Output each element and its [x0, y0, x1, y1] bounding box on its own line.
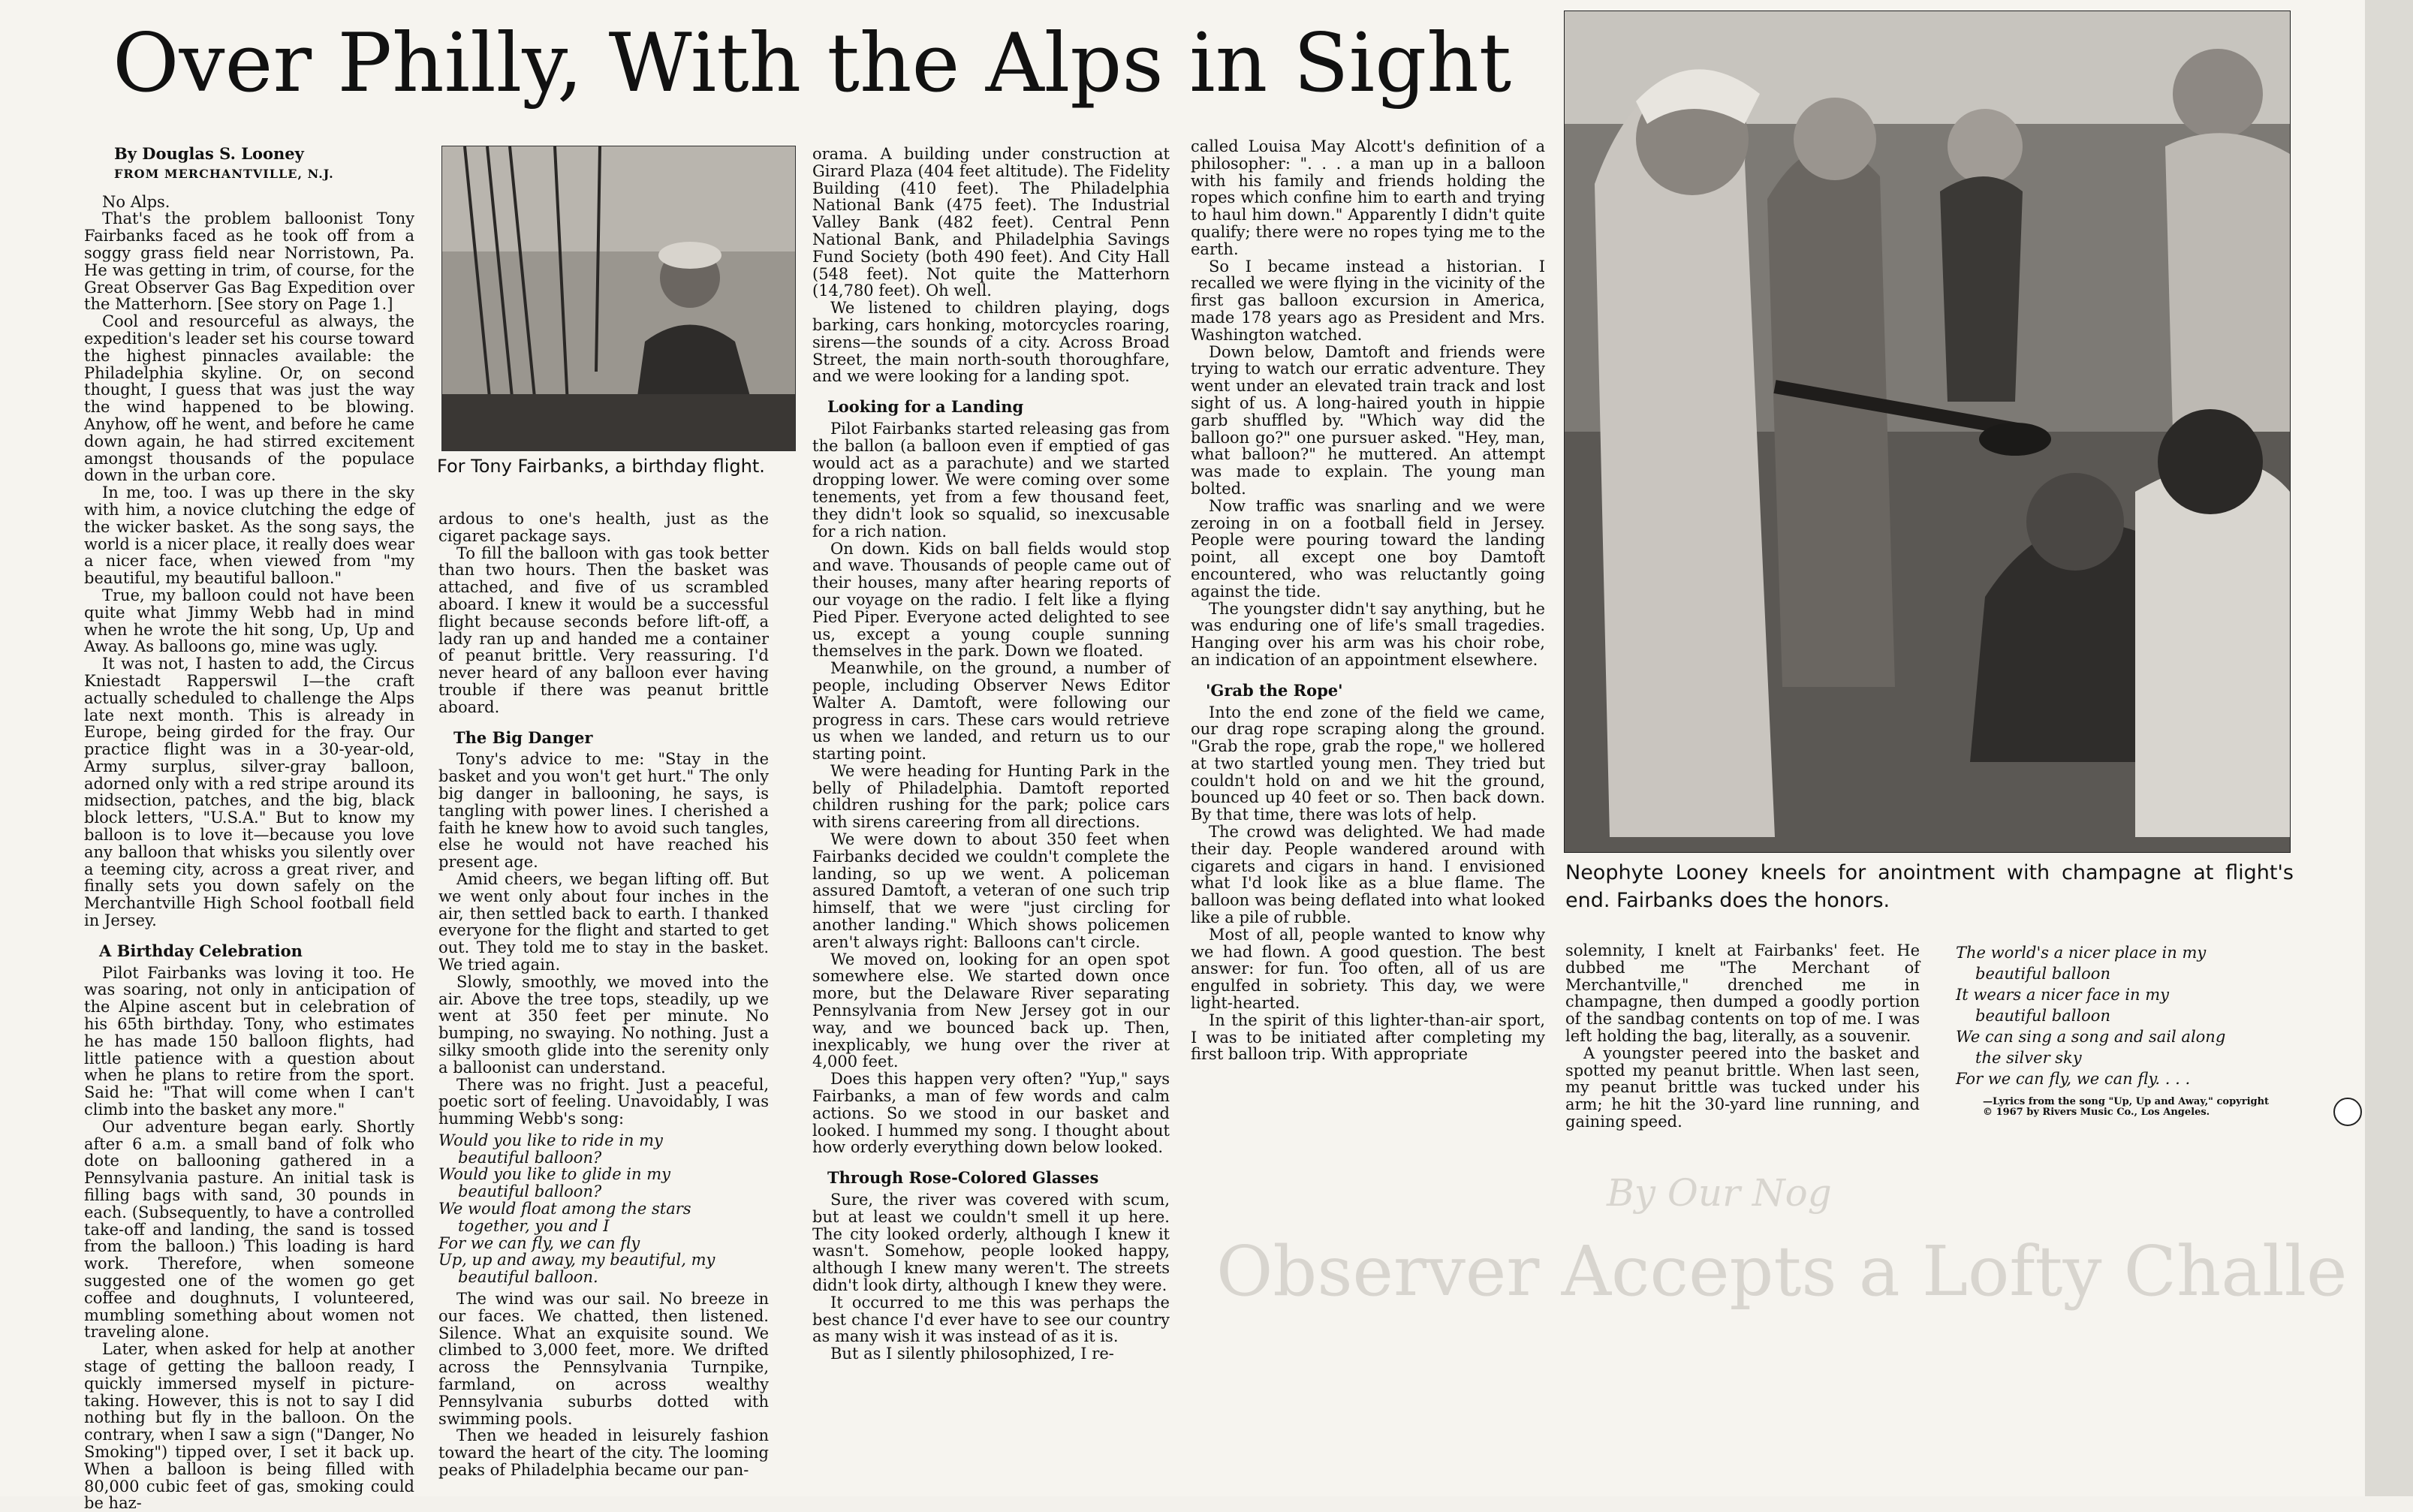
bleed-kicker: By Our Nog: [1607, 1171, 1832, 1215]
scan-margin: [2365, 0, 2413, 1496]
paragraph: Now traffic was snarling and we were zeroing in on a football field in Jersey. People were pouring toward the landing point, all except one boy Damtoft encountered, who was reluctantly going against the tide.: [1191, 496, 1545, 601]
lyrics-box: [1956, 942, 2271, 1118]
verse-line: beautiful balloon?: [458, 1148, 602, 1167]
lyric-line: The world's a nicer place in my: [1956, 944, 2207, 962]
verse-line: beautiful balloon?: [458, 1182, 602, 1201]
paragraph: It was not, I hasten to add, the Circus Kniestadt Rapperswil I—the craft actually scheduled to challenge the Alps late next month. This is already in Europe, being girded for the fray. Our practice flight was in a 30-year-old, Army surplus, silver-gray balloon, adorned only with a red stripe around its midsection, patches, and the big, black block letters, "U.S.A." But to know my balloon is to love it—because you love any balloon that whisks you silently over a teeming city, across a great river, and finally sets you down safely on the Merchantville High School football field in Jersey.: [84, 655, 414, 930]
paragraph: A youngster peered into the basket and spotted my peanut brittle. When last seen, my peanut brittle was tucked under his arm; he hit the 30-yard line running, and gaining speed.: [1565, 1044, 1920, 1131]
column-2: [438, 511, 769, 1479]
photo-champagne-anointment: [1564, 11, 2291, 853]
column-3: [812, 146, 1170, 1363]
verse-line: Would you like to ride in my: [438, 1131, 663, 1149]
paragraph: orama. A building under construction at Girard Plaza (404 feet altitude). The Fidelity Building (410 feet). The Philadelphia National Bank (475 feet). The Industrial Valley Bank (482 feet). Central Penn National Bank, and Philadelphia Savings Fund Society (both 490 feet). And City Hall (548 feet). Not quite the Matterhorn (14,780 feet). Oh well.: [812, 145, 1170, 300]
paragraph: So I became instead a historian. I recalled we were flying in the vicinity of the first gas balloon excursion in America, made 178 years ago as President and Mrs. Washington watched.: [1191, 257, 1545, 344]
paragraph: Slowly, smoothly, we moved into the air. Above the tree tops, steadily, up we went at 350 feet per minute. No bumping, no swaying. No nothing. Just a silky smooth glide into the serenity only a balloonist can understand.: [438, 972, 769, 1077]
subhead: Through Rose-Colored Glasses: [827, 1168, 1099, 1188]
subhead: The Big Danger: [453, 727, 593, 747]
subhead: Looking for a Landing: [827, 397, 1024, 417]
paragraph: The crowd was delighted. We had made their day. People wandered around with cigarets and cigars in hand. I envisioned what I'd look like as a blue flame. The balloon was being deflated into what looked like a pile of rubble.: [1191, 823, 1545, 927]
paragraph: We were down to about 350 feet when Fairbanks decided we couldn't complete the landing, so up we went. A policeman assured Damtoft, a veteran of one such trip himself, that we were "just circling for another landing." Which shows policemen aren't always right: Balloons can't circle.: [812, 830, 1170, 951]
balloon-basket-photo: [442, 146, 795, 450]
paragraph: That's the problem balloonist Tony Fairbanks faced as he took off from a soggy grass field near Norristown, Pa. He was getting in trim, of course, for the Great Observer Gas Bag Expedition over the Matterhorn. [See story on Page 1.]: [84, 209, 414, 314]
paragraph: We moved on, looking for an open spot somewhere else. We started down once more, but the Delaware River separating Pennsylvania from New Jersey got in our way, and we bounced back up. Then, inexplicably, we hung over the river at 4,000 feet.: [812, 950, 1170, 1071]
anointment-photo: [1565, 11, 2290, 852]
lyric-line: the silver sky: [1975, 1049, 2082, 1067]
paragraph: The youngster didn't say anything, but he was enduring one of life's small tragedies. Hanging over his arm was his choir robe, an indication of an appointment elsewhere.: [1191, 599, 1545, 669]
photo-tony-fairbanks: [441, 146, 796, 451]
paragraph: We were heading for Hunting Park in the belly of Philadelphia. Damtoft reported children rushing for the park; police cars with sirens careering from all directions.: [812, 761, 1170, 832]
paragraph: No Alps.: [102, 192, 170, 211]
lyric-line: It wears a nicer face in my: [1956, 986, 2170, 1004]
paragraph: ardous to one's health, just as the cigaret package says.: [438, 510, 769, 545]
photo-caption-1: For Tony Fairbanks, a birthday flight.: [437, 456, 765, 477]
paragraph: Does this happen very often? "Yup," says Fairbanks, a man of few words and calm actions. So we stood in our basket and looked. I hummed my song. I thought about how orderly everything down below looked.: [812, 1070, 1170, 1157]
verse-line: beautiful balloon.: [458, 1268, 598, 1287]
photo-caption-2: Neophyte Looney kneels for anointment with champagne at flight's end. Fairbanks does the honors.: [1565, 861, 2294, 912]
paragraph: We listened to children playing, dogs barking, cars honking, motorcycles roaring, sirens—the sounds of a city. Across Broad Street, the main north-south thoroughfare, and we were looking for a landing spot.: [812, 299, 1170, 386]
dateline: FROM MERCHANTVILLE, N.J.: [114, 166, 334, 181]
paragraph: Then we headed in leisurely fashion toward the heart of the city. The looming peaks of Philadelphia became our pan-: [438, 1426, 769, 1480]
verse-line: Would you like to glide in my: [438, 1165, 671, 1184]
paragraph: But as I silently philosophized, I re-: [830, 1345, 1114, 1363]
paragraph: called Louisa May Alcott's definition of a philosopher: ". . . a man up in a balloon with his family and friends holding the ropes which confine him to earth and trying to haul him down." Apparently I didn't quite qualify; there were no ropes tying me to the earth.: [1191, 137, 1545, 258]
column-4: [1191, 138, 1545, 1063]
paragraph: True, my balloon could not have been quite what Jimmy Webb had in mind when he wrote the hit song, Up, Up and Away. As balloons go, mine was ugly.: [84, 586, 414, 656]
column-1: [84, 146, 414, 1512]
lyric-line: beautiful balloon: [1975, 965, 2110, 983]
subhead: 'Grab the Rope': [1206, 680, 1343, 700]
paragraph: Later, when asked for help at another stage of getting the balloon ready, I quickly immersed myself in picture-taking. However, this is not to say I did nothing but fly in the balloon. On the contrary, when I saw a sign ("Danger, No Smoking") tipped over, I set it back up. When a balloon is being filled with 80,000 cubic feet of gas, smoking could be haz-: [84, 1340, 414, 1512]
verse-line: We would float among the stars: [438, 1200, 691, 1218]
paragraph: Cool and resourceful as always, the expedition's leader set his course toward the highest pinnacles available: the Philadelphia skyline. Or, on second thought, I guess that was just the way the wind happened to be blowing. Anyhow, off he went, and before he came down again, he had stirred excitement amongst thousands of the populace down in the urban core.: [84, 312, 414, 485]
paragraph: Pilot Fairbanks was loving it too. He was soaring, not only in anticipation of the Alpine ascent but in celebration of his 65th birthday. Tony, who estimates he has made 150 balloon flights, had little patience with a question about when he plans to retire from the sport. Said he: "That will come when I can't climb into the basket any more.": [84, 963, 414, 1119]
paragraph: Into the end zone of the field we came, our drag rope scraping along the ground. "Grab the rope, grab the rope," we hollered at two startled young men. They tried but couldn't hold on and we hit the ground, bounced up 40 feet or so. Then back down. By that time, there was lots of help.: [1191, 703, 1545, 824]
lyric-line: We can sing a song and sail along: [1956, 1028, 2226, 1046]
paragraph: Most of all, people wanted to know why we had flown. A good question. The best answer: for fun. Too often, all of us are engulfed in sobriety. This day, we were light-hearted.: [1191, 925, 1545, 1013]
paragraph: Our adventure began early. Shortly after 6 a.m. a small band of folk who dote on ballooning gathered in a Pennsylvania pasture. An initial task is filling bags with sand, 30 pounds in each. (Subsequently, to have a controlled take-off and landing, the sand is tossed from the balloon.) This loading is hard work. Therefore, when someone suggested one of the women go get coffee and doughnuts, I volunteered, mumbling something about women not traveling alone.: [84, 1117, 414, 1342]
paragraph: Amid cheers, we began lifting off. But we went only about four inches in the air, then settled back to earth. I thanked everyone for the flight and started to get out. They told me to stay in the basket. We tried again.: [438, 869, 769, 974]
bleed-headline: Observer Accepts a Lofty Challe: [1216, 1231, 2348, 1312]
paragraph: Pilot Fairbanks started releasing gas from the ballon (a balloon even if emptied of gas would act as a parachute) and we started dropping lower. We were coming over some tenements, yet from a few thousand feet, they didn't look so squalid, so inexcusable for a rich nation.: [812, 419, 1170, 541]
paragraph: Sure, the river was covered with scum, but at least we couldn't smell it up here. The city looked orderly, although I knew it wasn't. Somehow, people looked happy, although I knew many weren't. The streets didn't look dirty, although I knew they were.: [812, 1191, 1170, 1294]
paragraph: Down below, Damtoft and friends were trying to watch our erratic adventure. They went under an elevated train track and lost sight of us. A long-haired youth in hippie garb shuffled by. "Which way did the balloon go?" one pursuer asked. "Hey, man, what balloon?" he muttered. An attempt was made to explain. The young man bolted.: [1191, 342, 1545, 498]
paragraph: To fill the balloon with gas took better than two hours. Then the basket was attached, and five of us scrambled aboard. I knew it would be a successful flight because seconds before lift-off, a lady ran up and handed me a container of peanut brittle. Very reassuring. I'd never heard of any balloon ever having trouble if there was peanut brittle aboard.: [438, 544, 769, 716]
paragraph: In the spirit of this lighter-than-air sport, I was to be initiated after completing my first balloon trip. With appropriate: [1191, 1011, 1545, 1064]
lyric-line: beautiful balloon: [1975, 1007, 2110, 1025]
bleed-through: [1186, 1141, 2357, 1486]
paragraph: It occurred to me this was perhaps the best chance I'd ever have to see our country as many wish it was instead of as it is.: [812, 1293, 1170, 1346]
newspaper-logo-icon: [2333, 1098, 2362, 1126]
paragraph: In me, too. I was up there in the sky with him, a novice clutching the edge of the wicker basket. As the song says, the world is a nicer place, it really does wear a nicer face, when viewed from "my beautiful, my beautiful balloon.": [84, 483, 414, 588]
paragraph: solemnity, I knelt at Fairbanks' feet. He dubbed me "The Merchant of Merchantville," drenched me in champagne, then dumped a goodly portion of the sandbag contents on top of me. I was left holding the bag, literally, as a souvenir.: [1565, 941, 1920, 1045]
paragraph: Tony's advice to me: "Stay in the basket and you won't get hurt." The only big danger in ballooning, he says, is tangling with power lines. I cherished a faith he knew how to avoid such tangles, else he would not have reached his present age.: [438, 750, 769, 872]
paragraph: There was no fright. Just a peaceful, poetic sort of feeling. Unavoidably, I was humming Webb's song:: [438, 1075, 769, 1128]
verse-1: [438, 1132, 769, 1286]
verse-line: For we can fly, we can fly: [438, 1233, 640, 1252]
paragraph: Meanwhile, on the ground, a number of people, including Observer News Editor Walter A. Damtoft, were following our progress in cars. These cars would retrieve us when we landed, and return us to our starting point.: [812, 659, 1170, 764]
verse-line: Up, up and away, my beautiful, my: [438, 1251, 715, 1270]
verse-line: together, you and I: [458, 1216, 610, 1235]
column-5: [1565, 942, 1920, 1131]
headline: Over Philly, With the Alps in Sight: [113, 17, 1512, 110]
lyrics-credit: —Lyrics from the song "Up, Up and Away," copyright © 1967 by Rivers Music Co., Los Angeles.: [1983, 1096, 2270, 1118]
paragraph: The wind was our sail. No breeze in our faces. We chatted, then listened. Silence. What an exquisite sound. We climbed to 3,000 feet, more. We drifted across the Pennsylvania Turnpike, farmland, on across wealthy Pennsylvania suburbs dotted with swimming pools.: [438, 1290, 769, 1428]
lyric-line: For we can fly, we can fly. . . .: [1956, 1070, 2191, 1088]
byline: By Douglas S. Looney: [114, 144, 304, 163]
paragraph: On down. Kids on ball fields would stop and wave. Thousands of people came out of their houses, many after hearing reports of our voyage on the radio. I felt like a flying Pied Piper. Everyone acted delighted to see us, except a young couple sunning themselves in the park. Down we floated.: [812, 539, 1170, 661]
subhead: A Birthday Celebration: [99, 941, 303, 960]
